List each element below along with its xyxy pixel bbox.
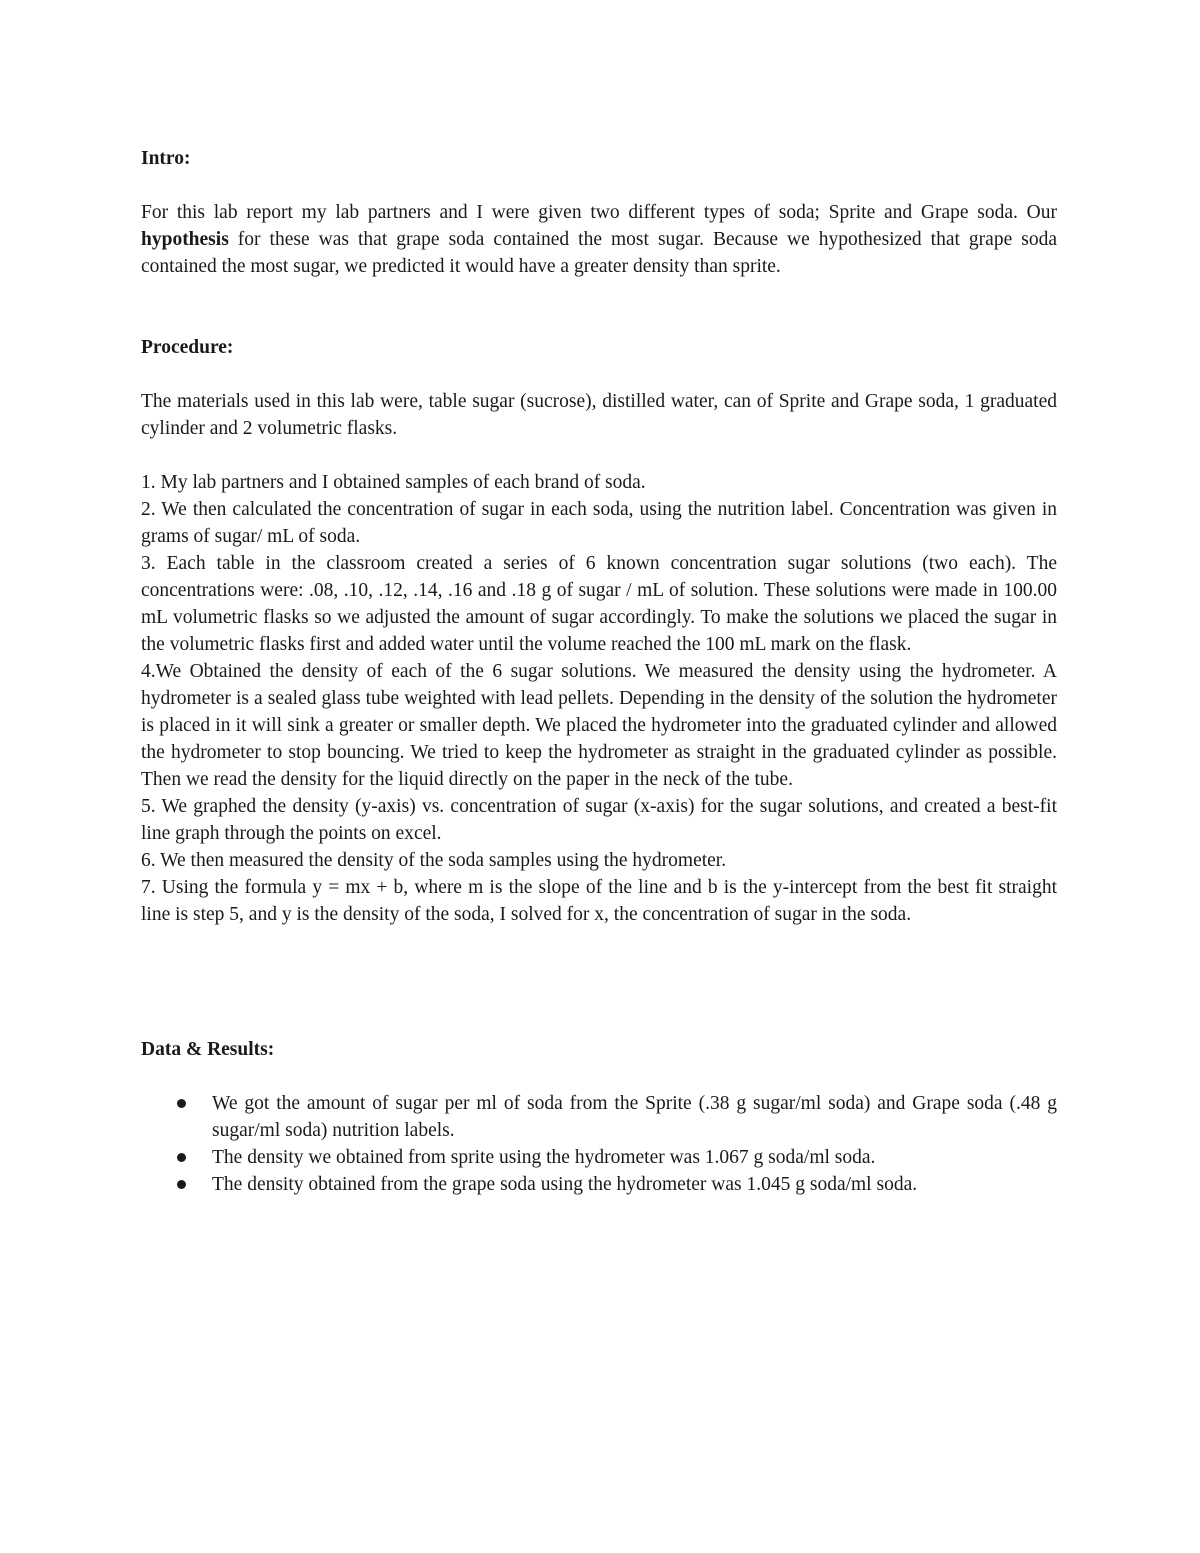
list-item xyxy=(141,1171,1057,1198)
bullet-icon xyxy=(177,1153,186,1162)
materials-paragraph: The materials used in this lab were, table sugar (sucrose), distilled water, can of Sprite and Grape soda, 1 graduated cylinder and 2 volumetric flasks. xyxy=(141,391,1057,439)
procedure-step: 4.We Obtained the density of each of the 6 sugar solutions. We measured the density using the hydrometer. A hydrometer is a sealed glass tube weighted with lead pellets. Depending in the density of the solution the hydrometer is placed in it will sink a greater or smaller depth. We placed the hydrometer into the graduated cylinder and allowed the hydrometer to stop bouncing. We tried to keep the hydrometer as straight in the graduated cylinder as possible. Then we read the density for the liquid directly on the paper in the neck of the tube. xyxy=(141,661,1057,790)
procedure-step: 7. Using the formula y = mx + b, where m is the slope of the line and b is the y-intercept from the best fit straight line is step 5, and y is the density of the soda, I solved for x, the concentration of sugar in the soda. xyxy=(141,877,1057,925)
bullet-text: The density obtained from the grape soda using the hydrometer was 1.045 g soda/ml soda. xyxy=(212,1174,918,1195)
intro-text-start: For this lab report my lab partners and I were given two different types of soda; Sprite and Grape soda. Our xyxy=(141,202,1057,223)
data-results-heading: Data & Results: xyxy=(141,1039,275,1060)
bullet-text: The density we obtained from sprite using the hydrometer was 1.067 g soda/ml soda. xyxy=(212,1147,876,1168)
intro-paragraph xyxy=(141,199,1057,280)
procedure-steps xyxy=(141,469,1057,928)
bullet-icon xyxy=(177,1180,186,1189)
bullet-text: We got the amount of sugar per ml of soda from the Sprite (.38 g sugar/ml soda) and Grape soda (.48 g sugar/ml soda) nutrition labels. xyxy=(212,1093,1057,1141)
results-bullet-list xyxy=(141,1090,1057,1198)
procedure-step: 2. We then calculated the concentration of sugar in each soda, using the nutrition label. Concentration was given in grams of sugar/ mL of soda. xyxy=(141,499,1057,547)
list-item xyxy=(141,1144,1057,1171)
procedure-heading: Procedure: xyxy=(141,337,234,358)
list-item xyxy=(141,1090,1057,1144)
procedure-step: 6. We then measured the density of the soda samples using the hydrometer. xyxy=(141,850,727,871)
intro-heading: Intro: xyxy=(141,148,191,169)
procedure-step: 5. We graphed the density (y-axis) vs. concentration of sugar (x-axis) for the sugar solutions, and created a best-fit line graph through the points on excel. xyxy=(141,796,1057,844)
hypothesis-bold-word: hypothesis xyxy=(141,229,229,250)
intro-text-end: for these was that grape soda contained the most sugar. Because we hypothesized that grape soda contained the most sugar, we predicted it would have a greater density than sprite. xyxy=(141,229,1057,277)
bullet-icon xyxy=(177,1099,186,1108)
procedure-step: 3. Each table in the classroom created a series of 6 known concentration sugar solutions (two each). The concentrations were: .08, .10, .12, .14, .16 and .18 g of sugar / mL of solution. These solutions were made in 100.00 mL volumetric flasks so we adjusted the amount of sugar accordingly. To make the solutions we placed the sugar in the volumetric flasks first and added water until the volume reached the 100 mL mark on the flask. xyxy=(141,553,1057,655)
procedure-step: 1. My lab partners and I obtained samples of each brand of soda. xyxy=(141,472,646,493)
